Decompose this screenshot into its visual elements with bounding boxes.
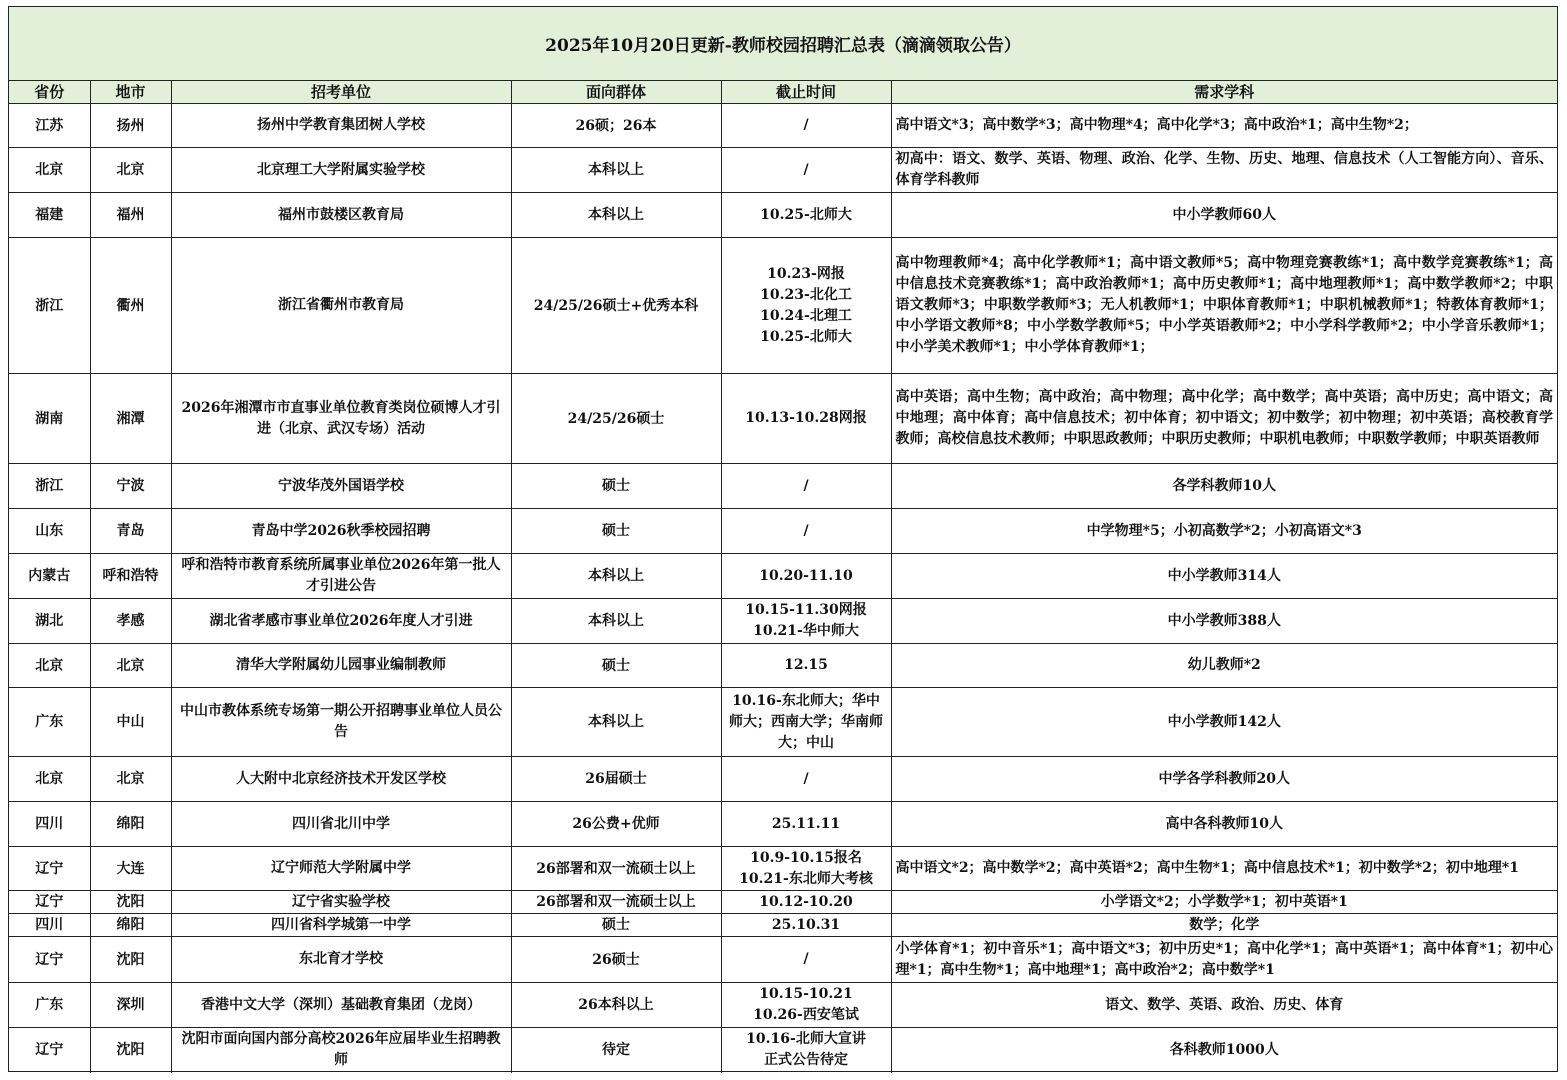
cell-audience: 本科以上: [511, 554, 721, 599]
table-row: [9, 983, 1557, 1028]
cell-province: 山东: [9, 509, 90, 554]
cell-audience: 26部署和双一流硕士以上: [511, 891, 721, 914]
deadline-line: 正式公告待定: [764, 1052, 848, 1069]
header-row: [9, 81, 1557, 104]
cell-unit: 浙江省衢州市教育局: [171, 238, 511, 374]
cell-unit: 扬州中学教育集团树人学校: [171, 104, 511, 148]
table-body: [9, 104, 1557, 1073]
col-header-unit: 招考单位: [171, 81, 511, 104]
deadline-line: 10.15-11.30网报: [745, 602, 867, 618]
table-row: [9, 1028, 1557, 1073]
cell-unit: 福州市鼓楼区教育局: [171, 193, 511, 238]
cell-unit: 北京理工大学附属实验学校: [171, 148, 511, 193]
cell-deadline: [721, 374, 891, 464]
cell-deadline: [721, 644, 891, 688]
cell-deadline: [721, 509, 891, 554]
cell-deadline: [721, 599, 891, 644]
cell-province: 广东: [9, 688, 90, 757]
table-row: [9, 937, 1557, 983]
cell-audience: 24/25/26硕士: [511, 374, 721, 464]
cell-deadline: [721, 757, 891, 802]
deadline-line: 10.20-11.10: [759, 567, 853, 584]
cell-deadline: [721, 688, 891, 757]
cell-deadline: [721, 554, 891, 599]
deadline-line: 25.11.11: [771, 815, 841, 832]
cell-city: 宁波: [90, 464, 171, 509]
cell-city: 沈阳: [90, 937, 171, 983]
cell-subjects: 数学；化学: [891, 914, 1557, 937]
cell-deadline: [721, 193, 891, 238]
cell-audience: 硕士: [511, 914, 721, 937]
cell-province: 浙江: [9, 238, 90, 374]
deadline-line: 10.9-10.15报名: [750, 849, 862, 866]
cell-subjects: 幼儿教师*2: [891, 644, 1557, 688]
cell-province: 辽宁: [9, 1028, 90, 1073]
col-header-deadline: 截止时间: [721, 81, 891, 104]
cell-subjects: 语文、数学、英语、政治、历史、体育: [891, 983, 1557, 1028]
cell-province: 江苏: [9, 104, 90, 148]
cell-city: 福州: [90, 193, 171, 238]
cell-audience: 硕士: [511, 644, 721, 688]
cell-unit: 辽宁师范大学附属中学: [171, 847, 511, 891]
cell-audience: 硕士: [511, 464, 721, 509]
cell-audience: 本科以上: [511, 688, 721, 757]
cell-deadline: [721, 148, 891, 193]
cell-deadline: [721, 847, 891, 891]
cell-audience: 26公费+优师: [511, 802, 721, 847]
cell-unit: 呼和浩特市教育系统所属事业单位2026年第一批人才引进公告: [171, 554, 511, 599]
deadline-line: 10.16-北师大宣讲: [746, 1031, 866, 1048]
col-header-province: 省份: [9, 81, 90, 104]
cell-city: 北京: [90, 644, 171, 688]
deadline-line: 25.10.31: [771, 916, 841, 933]
deadline-line: /: [803, 951, 809, 967]
cell-deadline: [721, 891, 891, 914]
col-header-subjects: 需求学科: [891, 81, 1557, 104]
deadline-line: 10.23-网报: [767, 265, 845, 282]
cell-audience: 24/25/26硕士+优秀本科: [511, 238, 721, 374]
cell-province: 四川: [9, 802, 90, 847]
cell-audience: 26硕；26本: [511, 104, 721, 148]
table-row: [9, 802, 1557, 847]
deadline-line: /: [803, 770, 809, 787]
cell-unit: 2026年湘潭市市直事业单位教育类岗位硕博人才引进（北京、武汉专场）活动: [171, 374, 511, 464]
cell-deadline: [721, 238, 891, 374]
cell-city: 沈阳: [90, 891, 171, 914]
cell-province: 浙江: [9, 464, 90, 509]
cell-subjects: 初高中：语文、数学、英语、物理、政治、化学、生物、历史、地理、信息技术（人工智能方向）、音乐、体育学科教师: [891, 148, 1557, 193]
cell-city: 深圳: [90, 983, 171, 1028]
cell-city: 北京: [90, 757, 171, 802]
table-row: [9, 757, 1557, 802]
cell-deadline: [721, 464, 891, 509]
cell-unit: 人大附中北京经济技术开发区学校: [171, 757, 511, 802]
cell-subjects: 各学科教师10人: [891, 464, 1557, 509]
cell-province: 广东: [9, 983, 90, 1028]
cell-audience: 硕士: [511, 509, 721, 554]
cell-subjects: 中学物理*5；小初高数学*2；小初高语文*3: [891, 509, 1557, 554]
cell-unit: 香港中文大学（深圳）基础教育集团（龙岗）: [171, 983, 511, 1028]
cell-subjects: 高中各科教师10人: [891, 802, 1557, 847]
cell-audience: 本科以上: [511, 148, 721, 193]
table-row: [9, 891, 1557, 914]
cell-subjects: 中小学教师388人: [891, 599, 1557, 644]
cell-unit: 中山市教体系统专场第一期公开招聘事业单位人员公告: [171, 688, 511, 757]
deadline-line: 10.13-10.28网报: [745, 410, 867, 426]
cell-deadline: [721, 802, 891, 847]
cell-subjects: 中小学教师314人: [891, 554, 1557, 599]
cell-subjects: 各科教师1000人: [891, 1028, 1557, 1073]
cell-unit: 东北育才学校: [171, 937, 511, 983]
deadline-line: 10.12-10.20: [759, 893, 853, 910]
cell-city: 大连: [90, 847, 171, 891]
deadline-line: 10.15-10.21: [759, 986, 853, 1002]
table-row: [9, 509, 1557, 554]
cell-province: 辽宁: [9, 891, 90, 914]
cell-audience: 26届硕士: [511, 757, 721, 802]
cell-unit: 宁波华茂外国语学校: [171, 464, 511, 509]
deadline-line: 10.25-北师大: [760, 328, 852, 345]
cell-unit: 清华大学附属幼儿园事业编制教师: [171, 644, 511, 688]
cell-city: 沈阳: [90, 1028, 171, 1073]
cell-city: 北京: [90, 148, 171, 193]
cell-audience: 26部署和双一流硕士以上: [511, 847, 721, 891]
deadline-line: 10.26-西安笔试: [753, 1007, 859, 1023]
table-row: [9, 644, 1557, 688]
recruitment-sheet: [8, 6, 1558, 1072]
col-header-city: 地市: [90, 81, 171, 104]
table-row: [9, 914, 1557, 937]
cell-deadline: [721, 914, 891, 937]
deadline-line: /: [803, 117, 809, 133]
cell-audience: 26硕士: [511, 937, 721, 983]
recruitment-table: [9, 81, 1557, 1073]
cell-province: 北京: [9, 757, 90, 802]
table-row: [9, 847, 1557, 891]
cell-province: 湖南: [9, 374, 90, 464]
cell-subjects: 中学各学科教师20人: [891, 757, 1557, 802]
deadline-line: /: [803, 477, 809, 494]
cell-city: 呼和浩特: [90, 554, 171, 599]
cell-deadline: [721, 104, 891, 148]
cell-province: 北京: [9, 644, 90, 688]
deadline-line: /: [803, 522, 809, 539]
deadline-line: 10.21-华中师大: [753, 623, 859, 639]
table-row: [9, 374, 1557, 464]
cell-city: 湘潭: [90, 374, 171, 464]
table-row: [9, 148, 1557, 193]
cell-city: 绵阳: [90, 914, 171, 937]
table-row: [9, 599, 1557, 644]
cell-city: 衢州: [90, 238, 171, 374]
cell-city: 扬州: [90, 104, 171, 148]
cell-unit: 辽宁省实验学校: [171, 891, 511, 914]
cell-unit: 四川省北川中学: [171, 802, 511, 847]
cell-unit: 湖北省孝感市事业单位2026年度人才引进: [171, 599, 511, 644]
cell-province: 北京: [9, 148, 90, 193]
cell-audience: 本科以上: [511, 599, 721, 644]
cell-subjects: 小学体育*1；初中音乐*1；高中语文*3；初中历史*1；高中化学*1；高中英语*1；高中体育*1；初中心理*1；高中生物*1；高中地理*1；高中政治*2；高中数学*1: [891, 937, 1557, 983]
cell-subjects: 中小学教师142人: [891, 688, 1557, 757]
cell-subjects: 高中语文*3；高中数学*3；高中物理*4；高中化学*3；高中政治*1；高中生物*2；: [891, 104, 1557, 148]
cell-subjects: 高中物理教师*4；高中化学教师*1；高中语文教师*5；高中物理竞赛教练*1；高中数学竞赛教练*1；高中信息技术竞赛教练*1；高中政治教师*1；高中历史教师*1；高中地理教师*1；高中数学教师*2；中职语文教师*3；中职数学教师*3；无人机教师*1；中职体育教师*1；中职机械教师*1；特教体育教师*1；中小学语文教师*8；中小学数学教师*5；中小学英语教师*2；中小学科学教师*2；中小学音乐教师*1；中小学美术教师*1；中小学体育教师*1；: [891, 238, 1557, 374]
cell-unit: 沈阳市面向国内部分高校2026年应届毕业生招聘教师: [171, 1028, 511, 1073]
table-row: [9, 193, 1557, 238]
deadline-line: 10.16-东北师大；华中师大；西南大学；华南师大；中山: [729, 692, 883, 751]
deadline-line: 10.25-北师大: [760, 206, 852, 223]
cell-unit: 四川省科学城第一中学: [171, 914, 511, 937]
cell-city: 中山: [90, 688, 171, 757]
cell-subjects: 小学语文*2；小学数学*1；初中英语*1: [891, 891, 1557, 914]
cell-city: 孝感: [90, 599, 171, 644]
deadline-line: 10.24-北理工: [760, 307, 852, 324]
table-row: [9, 554, 1557, 599]
cell-province: 四川: [9, 914, 90, 937]
cell-deadline: [721, 983, 891, 1028]
cell-province: 湖北: [9, 599, 90, 644]
cell-city: 绵阳: [90, 802, 171, 847]
deadline-line: 10.21-东北师大考核: [739, 870, 873, 887]
deadline-line: 10.23-北化工: [760, 286, 852, 303]
cell-subjects: 中小学教师60人: [891, 193, 1557, 238]
cell-audience: 本科以上: [511, 193, 721, 238]
deadline-line: /: [803, 161, 809, 178]
cell-province: 内蒙古: [9, 554, 90, 599]
col-header-audience: 面向群体: [511, 81, 721, 104]
cell-province: 辽宁: [9, 937, 90, 983]
table-row: [9, 464, 1557, 509]
cell-deadline: [721, 937, 891, 983]
cell-subjects: 高中语文*2；高中数学*2；高中英语*2；高中生物*1；高中信息技术*1；初中数学*2；初中地理*1: [891, 847, 1557, 891]
cell-audience: 26本科以上: [511, 983, 721, 1028]
table-row: [9, 238, 1557, 374]
sheet-title: 2025年10月20日更新-教师校园招聘汇总表（滴滴领取公告）: [9, 7, 1557, 81]
deadline-line: 12.15: [784, 657, 828, 673]
cell-audience: 待定: [511, 1028, 721, 1073]
cell-deadline: [721, 1028, 891, 1073]
table-row: [9, 104, 1557, 148]
table-row: [9, 688, 1557, 757]
cell-subjects: 高中英语；高中生物；高中政治；高中物理；高中化学；高中数学；高中英语；高中历史；高中语文；高中地理；高中体育；高中信息技术；初中体育；初中语文；初中数学；初中物理；初中英语；高校教育学教师；高校信息技术教师；中职思政教师；中职历史教师；中职机电教师；中职数学教师；中职英语教师: [891, 374, 1557, 464]
cell-province: 辽宁: [9, 847, 90, 891]
cell-city: 青岛: [90, 509, 171, 554]
cell-province: 福建: [9, 193, 90, 238]
cell-unit: 青岛中学2026秋季校园招聘: [171, 509, 511, 554]
